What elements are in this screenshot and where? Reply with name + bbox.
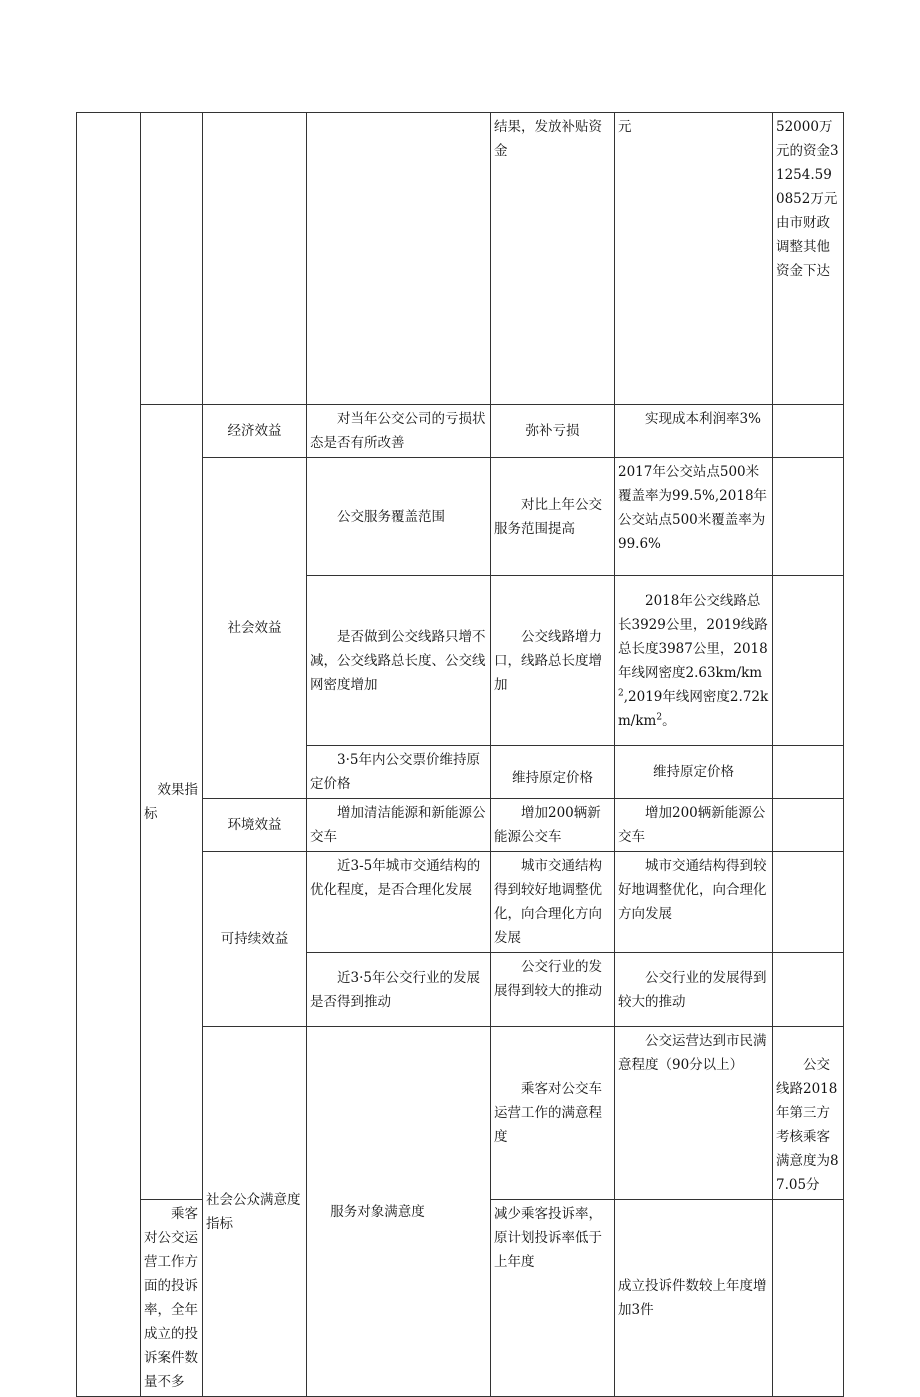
- indicator-structure: 近3-5年城市交通结构的优化程度，是否合理化发展: [307, 852, 491, 953]
- note-fare: [773, 746, 844, 799]
- standard-routes: 公交线路增力口，线路总长度增加: [491, 576, 615, 746]
- value-passenger: 公交线路2018年第三方考核乘客满意度为87.05分: [773, 1027, 844, 1200]
- value-coverage: 2017年公交站点500米覆盖率为99.5%,2018年公交站点500米覆盖率为99.6%: [615, 458, 773, 576]
- satisfaction-category-cell: 社会公众满意度指标: [203, 1027, 307, 1397]
- indicator-coverage: 公交服务覆盖范围: [307, 458, 491, 576]
- sub-social: 社会效益: [203, 458, 307, 799]
- note-routes: [773, 576, 844, 746]
- performance-table: [76, 112, 844, 1397]
- effect-category-cell: 效果指标: [141, 405, 203, 1200]
- routes-value-end: 。: [662, 712, 676, 729]
- value-structure: 城市交通结构得到较好地调整优化，向合理化方向发展: [615, 852, 773, 953]
- standard-coverage: 对比上年公交服务范围提高: [491, 458, 615, 576]
- third-level-cell: [203, 113, 307, 405]
- routes-value-part-a: 2018年公交线路总长3929公里，2019线路总长度3987公里，2018年线网密度2.63km/km: [618, 592, 768, 681]
- sub-satisfaction: 服务对象满意度: [307, 1027, 491, 1397]
- value-routes: [615, 576, 773, 746]
- note-coverage: [773, 458, 844, 576]
- standard-complaint: 减少乘客投诉率，原计划投诉率低于上年度: [491, 1200, 615, 1397]
- standard-industry: 公交行业的发展得到较大的推动: [491, 953, 615, 1027]
- note-complaint: [773, 1200, 844, 1397]
- indicator-complaint: 乘客对公交运营工作方面的投诉率，全年成立的投诉案件数量不多: [141, 1200, 203, 1397]
- indicator-environment: 增加清洁能源和新能源公交车: [307, 799, 491, 852]
- indicator-economic: 对当年公交公司的亏损状态是否有所改善: [307, 405, 491, 458]
- note-industry: [773, 953, 844, 1027]
- standard-structure: 城市交通结构得到较好地调整优化，向合理化方向发展: [491, 852, 615, 953]
- note-economic: [773, 405, 844, 458]
- sub-environment: 环境效益: [203, 799, 307, 852]
- value-industry: 公交行业的发展得到较大的推动: [615, 953, 773, 1027]
- first-level-cell: [77, 113, 141, 1397]
- table-row-top: [77, 113, 844, 405]
- note-structure: [773, 852, 844, 953]
- indicator-fare: 3·5年内公交票价维持原定价格: [307, 746, 491, 799]
- second-level-cell: [141, 113, 203, 405]
- sub-economic: 经济效益: [203, 405, 307, 458]
- indicator-industry: 近3·5年公交行业的发展是否得到推动: [307, 953, 491, 1027]
- standard-fare: 维持原定价格: [491, 746, 615, 799]
- routes-value-part-b: ,2019年线网密度2.72km/km: [618, 688, 769, 729]
- indicator-cell: [307, 113, 491, 405]
- note-cell: 52000万元的资金31254.590852万元由市财政调整其他资金下达: [773, 113, 844, 405]
- value-economic: 实现成本利润率3%: [615, 405, 773, 458]
- routes-sup-b: 2: [656, 712, 663, 722]
- indicator-routes: 是否做到公交线路只增不减，公交线路总长度、公交线网密度增加: [307, 576, 491, 746]
- routes-sup-a: 2: [618, 688, 624, 698]
- note-environment: [773, 799, 844, 852]
- table-row-economic: [77, 405, 844, 458]
- value-environment: 增加200辆新能源公交车: [615, 799, 773, 852]
- standard-cell: 结果，发放补贴资金: [491, 113, 615, 405]
- value-cell: 元: [615, 113, 773, 405]
- value-fare: 维持原定价格: [615, 746, 773, 799]
- value-complaint: 成立投诉件数较上年度增加3件: [615, 1200, 773, 1397]
- standard-passenger: 公交运营达到市民满意程度（90分以上）: [615, 1027, 773, 1200]
- sub-sustainable: 可持续效益: [203, 852, 307, 1027]
- standard-environment: 增加200辆新能源公交车: [491, 799, 615, 852]
- indicator-passenger: 乘客对公交车运营工作的满意程度: [491, 1027, 615, 1200]
- standard-economic: 弥补亏损: [491, 405, 615, 458]
